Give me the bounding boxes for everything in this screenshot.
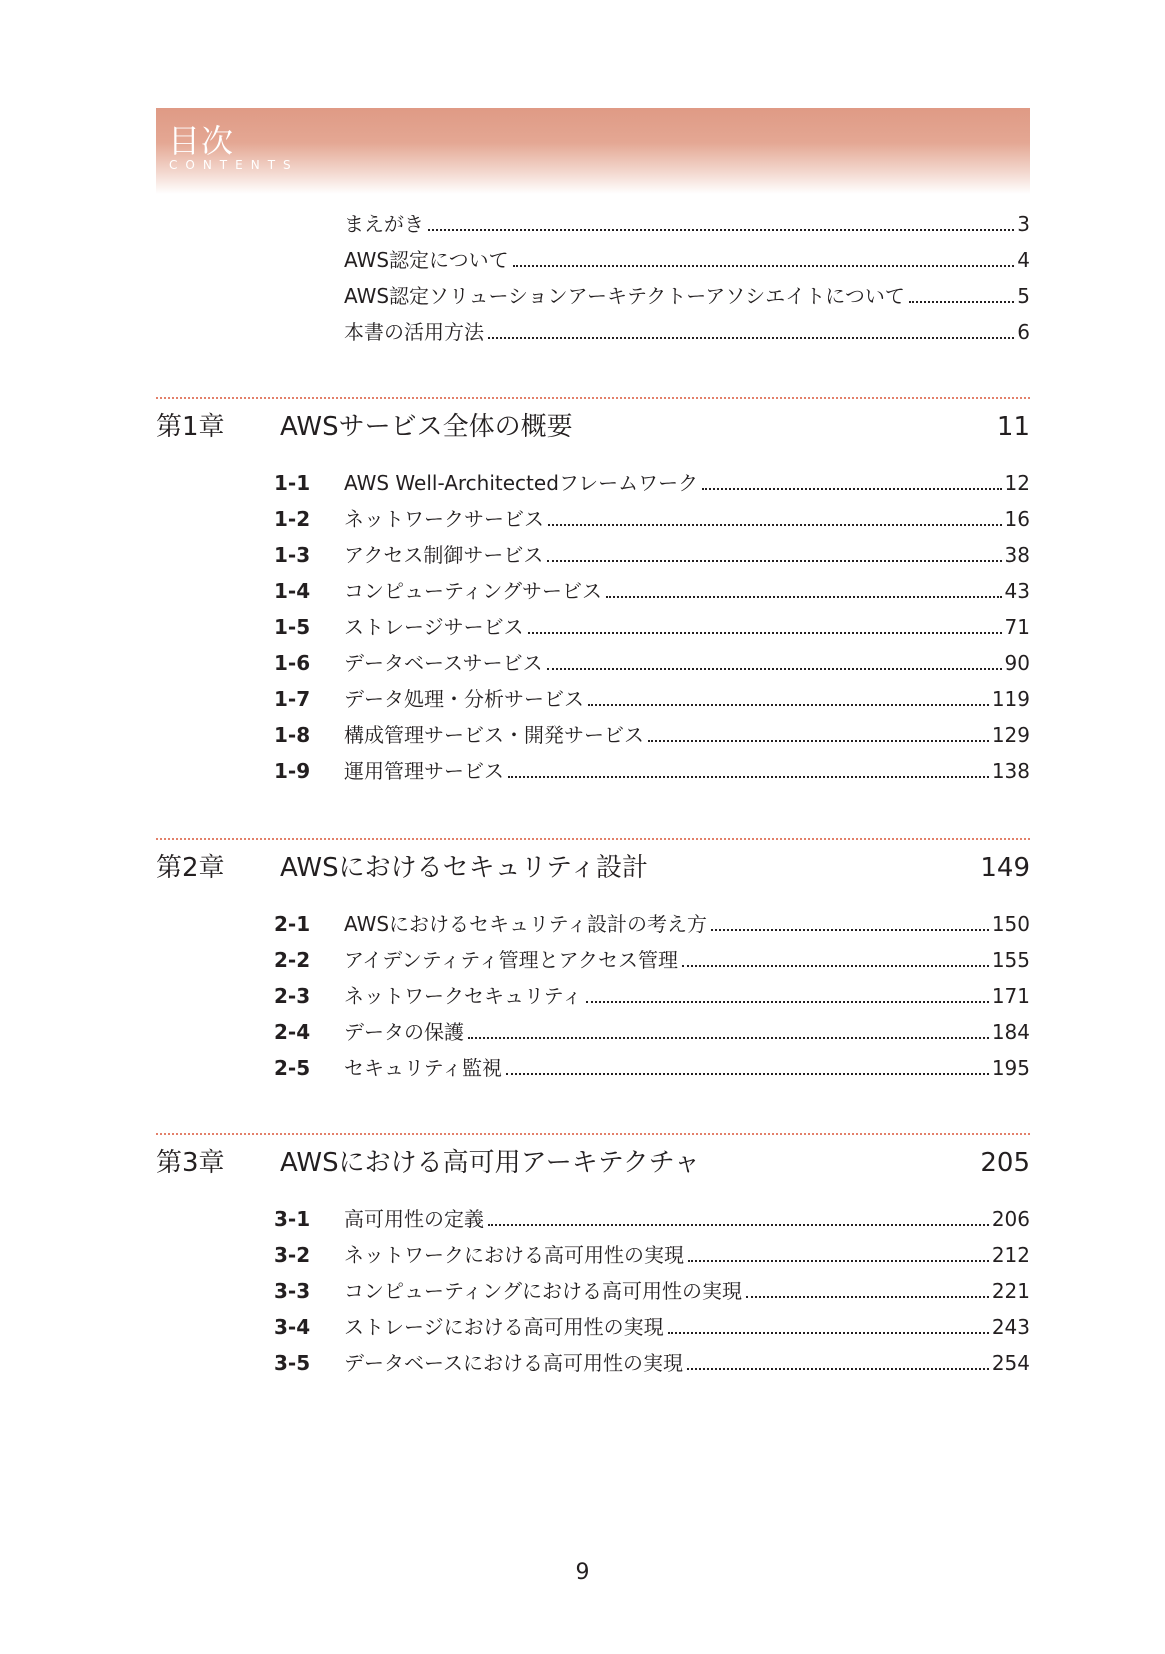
toc-entry-section[interactable] (344, 540, 1030, 570)
toc-entry-title: AWSにおけるセキュリティ設計の考え方 (344, 912, 708, 936)
toc-entry-page: 150 (991, 912, 1030, 936)
toc-entry-page: 155 (991, 948, 1030, 972)
toc-entry-title: 構成管理サービス・開発サービス (344, 723, 644, 747)
dot-leader (586, 1001, 989, 1003)
toc-entry-title: AWS Well-Architectedフレームワーク (344, 471, 699, 495)
toc-entry-page: 129 (991, 723, 1030, 747)
toc-entry-section[interactable] (344, 1017, 1030, 1047)
toc-entry-section[interactable] (344, 684, 1030, 714)
dot-leader (606, 596, 1002, 598)
toc-entry-section[interactable] (344, 1240, 1030, 1270)
toc-entry-page: 6 (1017, 320, 1030, 344)
toc-entry-page: 206 (991, 1207, 1030, 1231)
toc-entry-title: アイデンティティ管理とアクセス管理 (344, 948, 678, 972)
dot-leader (648, 740, 989, 742)
toc-entry-title: ネットワークサービス (344, 507, 544, 531)
dot-leader (682, 965, 989, 967)
toc-entry-page: 171 (991, 984, 1030, 1008)
dot-leader (506, 1073, 989, 1075)
toc-entry-section[interactable] (344, 720, 1030, 750)
section-number: 1-4 (274, 579, 311, 603)
toc-entry-title: コンピューティングサービス (344, 579, 602, 603)
toc-entry-title: まえがき (344, 212, 424, 236)
toc-entry-section[interactable] (344, 981, 1030, 1011)
toc-entry-page: 184 (991, 1020, 1030, 1044)
toc-entry-title: セキュリティ監視 (344, 1056, 502, 1080)
toc-entry-title: 高可用性の定義 (344, 1207, 484, 1231)
toc-entry-section[interactable] (344, 504, 1030, 534)
dot-leader (746, 1296, 989, 1298)
toc-entry-title: コンピューティングにおける高可用性の実現 (344, 1279, 742, 1303)
chapter-page: 11 (996, 412, 1030, 442)
chapter-page: 149 (980, 853, 1030, 883)
toc-entry-section[interactable] (344, 945, 1030, 975)
page-number: 9 (575, 1560, 590, 1585)
toc-entry-page: 38 (1004, 543, 1030, 567)
chapter-page: 205 (980, 1148, 1030, 1178)
dot-leader (909, 301, 1014, 303)
section-number: 1-3 (274, 543, 311, 567)
toc-entry-section[interactable] (344, 576, 1030, 606)
dot-leader (668, 1332, 989, 1334)
toc-entry-title: ネットワークにおける高可用性の実現 (344, 1243, 684, 1267)
section-number: 2-1 (274, 912, 311, 936)
dot-leader (488, 337, 1014, 339)
toc-entry-front[interactable] (344, 317, 1030, 347)
dot-leader (508, 776, 989, 778)
toc-entry-page: 12 (1004, 471, 1030, 495)
toc-entry-title: AWS認定について (344, 248, 509, 272)
contents-header (156, 108, 1030, 194)
section-number: 1-5 (274, 615, 311, 639)
section-number: 1-6 (274, 651, 311, 675)
toc-entry-front[interactable] (344, 281, 1030, 311)
dot-leader (513, 265, 1015, 267)
toc-entry-title: ネットワークセキュリティ (344, 984, 582, 1008)
dot-leader (687, 1368, 989, 1370)
chapter-label: 第3章 (156, 1148, 225, 1178)
toc-entry-page: 243 (991, 1315, 1030, 1339)
toc-entry-page: 119 (991, 687, 1030, 711)
chapter-label: 第2章 (156, 853, 225, 883)
dot-leader (528, 632, 1002, 634)
dot-leader (468, 1037, 989, 1039)
toc-entry-section[interactable] (344, 756, 1030, 786)
toc-entry-page: 195 (991, 1056, 1030, 1080)
section-number: 2-3 (274, 984, 311, 1008)
toc-entry-section[interactable] (344, 909, 1030, 939)
dot-leader (711, 929, 989, 931)
toc-entry-section[interactable] (344, 1053, 1030, 1083)
section-number: 3-4 (274, 1315, 311, 1339)
chapter-divider (156, 1133, 1030, 1135)
dot-leader (428, 229, 1014, 231)
section-number: 2-5 (274, 1056, 311, 1080)
section-number: 3-3 (274, 1279, 311, 1303)
toc-entry-section[interactable] (344, 1204, 1030, 1234)
toc-entry-page: 5 (1017, 284, 1030, 308)
dot-leader (547, 668, 1002, 670)
section-number: 1-8 (274, 723, 311, 747)
toc-entry-title: データベースサービス (344, 651, 543, 675)
contents-title: 目次 (168, 122, 235, 160)
chapter-title[interactable]: AWSにおける高可用アーキテクチャ (280, 1148, 700, 1178)
chapter-title[interactable]: AWSにおけるセキュリティ設計 (280, 853, 648, 883)
toc-entry-title: アクセス制御サービス (344, 543, 544, 567)
dot-leader (688, 1260, 989, 1262)
toc-entry-section[interactable] (344, 468, 1030, 498)
toc-entry-title: 運用管理サービス (344, 759, 504, 783)
toc-entry-page: 71 (1004, 615, 1030, 639)
toc-entry-page: 3 (1017, 212, 1030, 236)
section-number: 3-1 (274, 1207, 311, 1231)
toc-entry-page: 16 (1004, 507, 1030, 531)
contents-subtitle: CONTENTS (169, 158, 299, 172)
toc-entry-page: 221 (991, 1279, 1030, 1303)
toc-entry-section[interactable] (344, 648, 1030, 678)
dot-leader (547, 560, 1001, 562)
toc-entry-front[interactable] (344, 209, 1030, 239)
dot-leader (548, 524, 1002, 526)
toc-entry-page: 254 (991, 1351, 1030, 1375)
toc-entry-page: 212 (991, 1243, 1030, 1267)
toc-entry-title: データベースにおける高可用性の実現 (344, 1351, 683, 1375)
section-number: 1-1 (274, 471, 311, 495)
toc-entry-page: 90 (1004, 651, 1030, 675)
toc-entry-page: 138 (991, 759, 1030, 783)
toc-entry-page: 4 (1017, 248, 1030, 272)
chapter-title[interactable]: AWSサービス全体の概要 (280, 412, 573, 442)
toc-entry-section[interactable] (344, 612, 1030, 642)
toc-entry-title: 本書の活用方法 (344, 320, 484, 344)
section-number: 2-4 (274, 1020, 311, 1044)
toc-entry-title: AWS認定ソリューションアーキテクトーアソシエイトについて (344, 284, 905, 308)
toc-entry-section[interactable] (344, 1276, 1030, 1306)
toc-entry-title: データ処理・分析サービス (344, 687, 584, 711)
section-number: 1-7 (274, 687, 311, 711)
toc-entry-section[interactable] (344, 1348, 1030, 1378)
chapter-divider (156, 397, 1030, 399)
toc-entry-front[interactable] (344, 245, 1030, 275)
section-number: 3-5 (274, 1351, 311, 1375)
toc-entry-title: ストレージにおける高可用性の実現 (344, 1315, 664, 1339)
section-number: 1-9 (274, 759, 311, 783)
dot-leader (702, 488, 1001, 490)
section-number: 1-2 (274, 507, 311, 531)
toc-entry-page: 43 (1004, 579, 1030, 603)
section-number: 2-2 (274, 948, 311, 972)
dot-leader (488, 1224, 989, 1226)
chapter-label: 第1章 (156, 412, 225, 442)
section-number: 3-2 (274, 1243, 311, 1267)
toc-entry-title: データの保護 (344, 1020, 464, 1044)
toc-entry-title: ストレージサービス (344, 615, 524, 639)
toc-entry-section[interactable] (344, 1312, 1030, 1342)
dot-leader (588, 704, 989, 706)
chapter-divider (156, 838, 1030, 840)
